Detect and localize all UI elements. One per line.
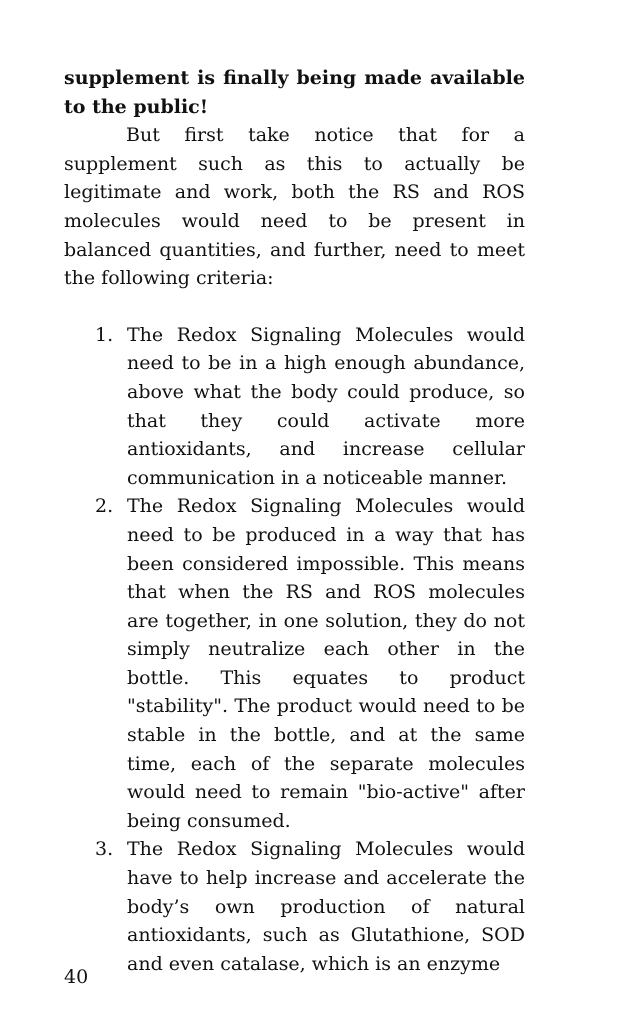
page-number: 40 (64, 966, 89, 988)
page-body (64, 64, 525, 978)
list-item-text: The Redox Signaling Molecules would need to be in a high enough abundance, above what the body could produce, so that they could activate more antioxidants, and increase cellular communication in a noticeable manner. (127, 323, 525, 489)
list-item (64, 321, 525, 493)
list-item-text: The Redox Signaling Molecules would need to be produced in a way that has been considered impossible. This means that when the RS and ROS molecules are together, in one solution, they do not simply neutralize each other in the bottle. This equates to product "stability". The product would need to be stable in the bottle, and at the same time, each of the separate molecules would need to remain "bio-active" after being consumed. (127, 495, 525, 832)
list-item-number: 2. (95, 495, 114, 518)
list-item-number: 3. (95, 838, 114, 861)
intro-paragraph: But first take notice that for a supplement such as this to actually be legitimate and work, both the RS and ROS molecules would need to be present in balanced quantities, and further, need to meet the following criteria: (64, 124, 525, 290)
list-item-text: The Redox Signaling Molecules would have to help increase and accelerate the body’s own production of natural antioxidants, such as Glutathione, SOD and even catalase, which is an enzyme (127, 838, 525, 975)
criteria-list (64, 321, 525, 979)
list-item (64, 835, 525, 978)
continued-bold-sentence: supplement is finally being made available to the public! (64, 67, 525, 118)
list-item-number: 1. (95, 323, 114, 346)
list-item (64, 492, 525, 835)
